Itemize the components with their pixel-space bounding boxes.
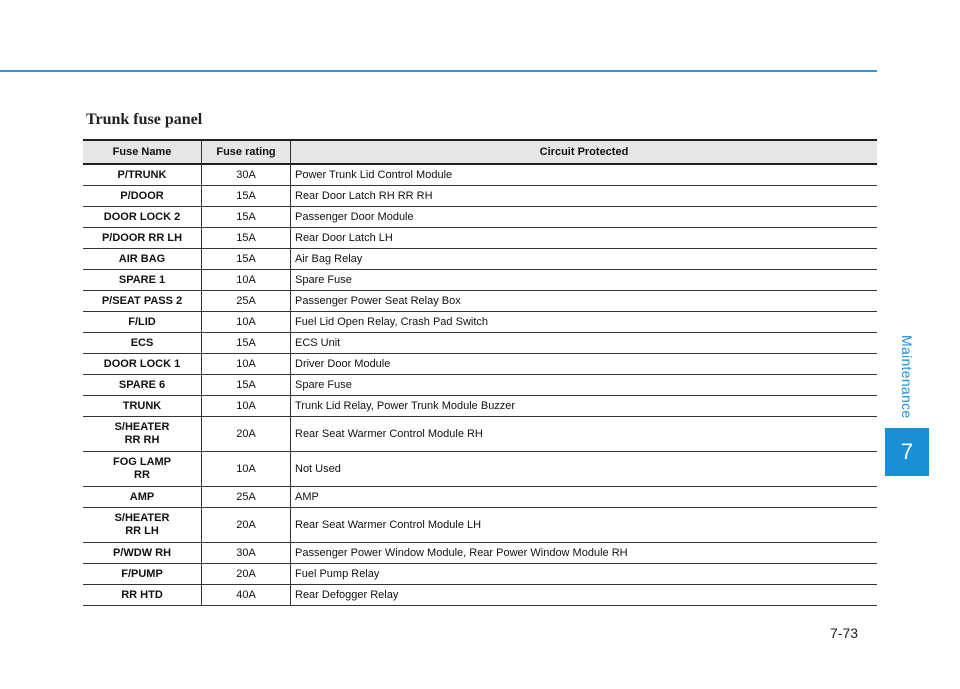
fuse-rating: 15A — [202, 207, 291, 228]
table-row — [83, 396, 877, 417]
fuse-name-line1: FOG LAMP — [112, 456, 172, 468]
fuse-name: P/SEAT PASS 2 — [83, 291, 202, 312]
fuse-name: ECS — [83, 333, 202, 354]
table-row — [83, 333, 877, 354]
table-row — [83, 375, 877, 396]
fuse-name-line1: S/HEATER — [114, 512, 170, 524]
fuse-rating: 10A — [202, 312, 291, 333]
fuse-rating: 30A — [202, 164, 291, 186]
fuse-rating: 15A — [202, 333, 291, 354]
table-row — [83, 543, 877, 564]
fuse-name: DOOR LOCK 2 — [83, 207, 202, 228]
circuit-protected: Air Bag Relay — [291, 249, 878, 270]
fuse-rating: 20A — [202, 417, 291, 452]
fuse-rating: 10A — [202, 270, 291, 291]
fuse-rating: 15A — [202, 228, 291, 249]
chapter-tab: 7 — [885, 428, 929, 476]
header-circuit: Circuit Protected — [291, 140, 878, 164]
fuse-name — [83, 508, 202, 543]
table-row — [83, 564, 877, 585]
circuit-protected: Spare Fuse — [291, 270, 878, 291]
circuit-protected: Rear Door Latch RH RR RH — [291, 186, 878, 207]
fuse-name: F/LID — [83, 312, 202, 333]
fuse-name: AIR BAG — [83, 249, 202, 270]
circuit-protected: Fuel Lid Open Relay, Crash Pad Switch — [291, 312, 878, 333]
section-title: Trunk fuse panel — [86, 111, 203, 128]
page-number: 7-73 — [830, 625, 859, 641]
table-row — [83, 164, 877, 186]
circuit-protected: Rear Door Latch LH — [291, 228, 878, 249]
table-row — [83, 228, 877, 249]
table-row — [83, 207, 877, 228]
fuse-rating: 20A — [202, 508, 291, 543]
table-row — [83, 270, 877, 291]
top-rule — [0, 70, 877, 72]
table-row — [83, 291, 877, 312]
table-row — [83, 417, 877, 452]
circuit-protected: Fuel Pump Relay — [291, 564, 878, 585]
circuit-protected: Power Trunk Lid Control Module — [291, 164, 878, 186]
circuit-protected: Passenger Door Module — [291, 207, 878, 228]
fuse-name: P/WDW RH — [83, 543, 202, 564]
header-fuse-rating: Fuse rating — [202, 140, 291, 164]
circuit-protected: Driver Door Module — [291, 354, 878, 375]
fuse-name: SPARE 1 — [83, 270, 202, 291]
table-row — [83, 312, 877, 333]
circuit-protected: ECS Unit — [291, 333, 878, 354]
table-header-row — [83, 140, 877, 164]
fuse-name: F/PUMP — [83, 564, 202, 585]
fuse-rating: 10A — [202, 354, 291, 375]
fuse-name: DOOR LOCK 1 — [83, 354, 202, 375]
section-side-label: Maintenance — [899, 335, 915, 419]
table-row — [83, 452, 877, 487]
fuse-name: AMP — [83, 487, 202, 508]
table-row — [83, 487, 877, 508]
fuse-rating: 10A — [202, 396, 291, 417]
fuse-rating: 25A — [202, 291, 291, 312]
fuse-rating: 40A — [202, 585, 291, 606]
fuse-name: P/DOOR RR LH — [83, 228, 202, 249]
circuit-protected: AMP — [291, 487, 878, 508]
fuse-name: P/DOOR — [83, 186, 202, 207]
table-row — [83, 354, 877, 375]
fuse-rating: 15A — [202, 249, 291, 270]
table-row — [83, 249, 877, 270]
circuit-protected: Rear Defogger Relay — [291, 585, 878, 606]
table-row — [83, 186, 877, 207]
fuse-name — [83, 417, 202, 452]
fuse-rating: 15A — [202, 375, 291, 396]
fuse-name-line2: RR LH — [125, 525, 159, 537]
circuit-protected: Rear Seat Warmer Control Module RH — [291, 417, 878, 452]
fuse-rating: 20A — [202, 564, 291, 585]
circuit-protected: Spare Fuse — [291, 375, 878, 396]
fuse-name: SPARE 6 — [83, 375, 202, 396]
circuit-protected: Not Used — [291, 452, 878, 487]
fuse-name: TRUNK — [83, 396, 202, 417]
fuse-rating: 30A — [202, 543, 291, 564]
circuit-protected: Passenger Power Window Module, Rear Power Window Module RH — [291, 543, 878, 564]
fuse-rating: 25A — [202, 487, 291, 508]
table-row — [83, 585, 877, 606]
fuse-name-line2: RR — [134, 469, 150, 481]
table-row — [83, 508, 877, 543]
fuse-name-line2: RR RH — [124, 434, 160, 446]
fuse-rating: 10A — [202, 452, 291, 487]
fuse-table — [83, 139, 877, 606]
circuit-protected: Trunk Lid Relay, Power Trunk Module Buzzer — [291, 396, 878, 417]
fuse-name: RR HTD — [83, 585, 202, 606]
fuse-rating: 15A — [202, 186, 291, 207]
fuse-name-line1: S/HEATER — [114, 421, 170, 433]
circuit-protected: Passenger Power Seat Relay Box — [291, 291, 878, 312]
fuse-name — [83, 452, 202, 487]
fuse-name: P/TRUNK — [83, 164, 202, 186]
header-fuse-name: Fuse Name — [83, 140, 202, 164]
circuit-protected: Rear Seat Warmer Control Module LH — [291, 508, 878, 543]
